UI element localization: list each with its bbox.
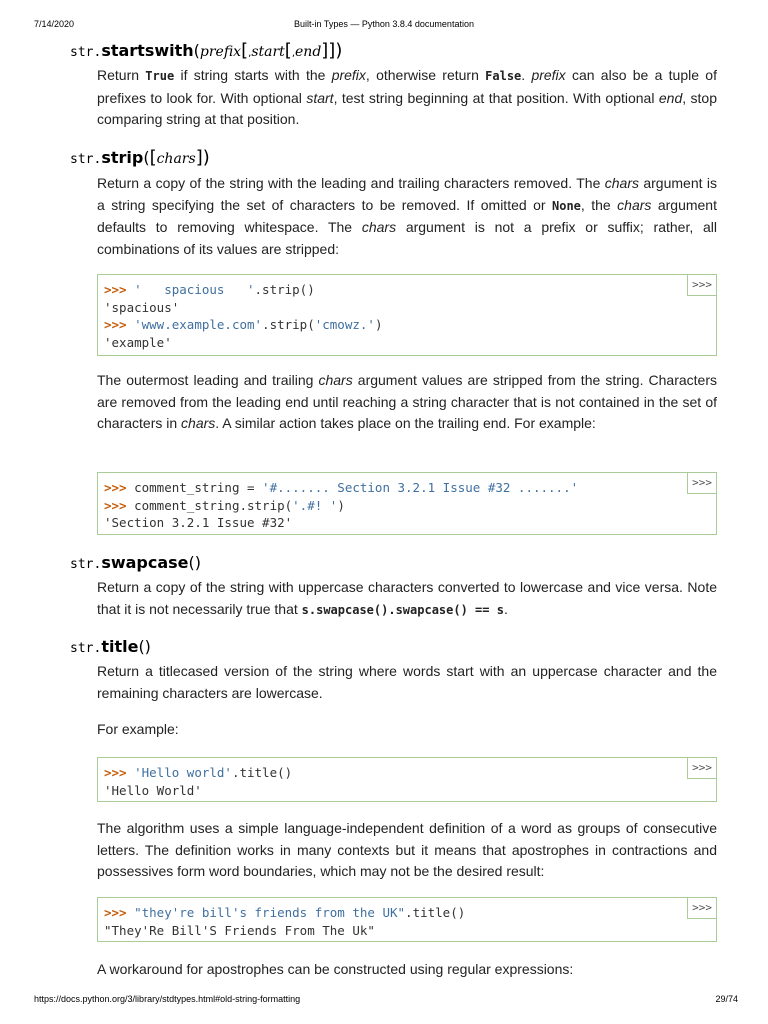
strip-outermost-description: The outermost leading and trailing chars argument values are stripped from the string. Characters are removed from the leading end until reaching a string character that is not contained in the set of characters in chars. A similar action takes place on the trailing end. For example:	[97, 372, 717, 431]
copy-prompt-toggle-button[interactable]: >>>	[687, 898, 716, 919]
title-algorithm-description: The algorithm uses a simple language-independent definition of a word as groups of consecutive letters. The definition works in many contexts but it means that apostrophes in contractions and possessives form word boundaries, which may not be the desired result:	[97, 820, 717, 879]
open-paren: (	[193, 41, 200, 60]
code-example-title: >>> >>> 'Hello world'.title() 'Hello World'	[97, 757, 717, 802]
copy-prompt-toggle-button[interactable]: >>>	[687, 473, 716, 494]
comma: ,	[291, 48, 296, 59]
comma: ,	[248, 48, 252, 59]
bracket: [	[149, 147, 157, 168]
arg-chars: chars	[156, 151, 196, 167]
close-brackets: ])	[195, 147, 210, 168]
class-prefix: str.	[70, 641, 102, 656]
title-example-intro: For example:	[97, 721, 179, 737]
close-brackets: ]])	[321, 40, 343, 61]
code-example-title-apostrophes: >>> >>> "they're bill's friends from the UK".title() "They'Re Bill'S Friends From The Uk"	[97, 897, 717, 942]
parens: ()	[188, 553, 202, 572]
parens: ()	[138, 637, 151, 656]
print-date: 7/14/2020	[34, 19, 75, 29]
class-prefix: str.	[70, 557, 102, 572]
page-url[interactable]: https://docs.python.org/3/library/stdtypes.html#old-string-formatting	[34, 994, 301, 1004]
method-name: strip	[101, 148, 144, 167]
startswith-description: Return True if string starts with the prefix, otherwise return False. prefix can also be a tuple of prefixes to look for. With optional start, test string beginning at that position. With optional end, stop comparing string at that position.	[97, 67, 717, 127]
arg-end: end	[295, 44, 322, 60]
class-prefix: str.	[70, 152, 102, 167]
title-workaround-text: A workaround for apostrophes can be constructed using regular expressions:	[97, 961, 574, 977]
code-example-strip-comment: >>> >>> comment_string = '#....... Section 3.2.1 Issue #32 .......' >>> comment_string.strip('.#! ') 'Section 3.2.1 Issue #32'	[97, 472, 717, 535]
strip-description: Return a copy of the string with the leading and trailing characters removed. The chars argument is a string specifying the set of characters to be removed. If omitted or None, the chars argument defaults to removing whitespace. The chars argument is not a prefix or suffix; rather, all combinations of its values are stripped:	[97, 175, 718, 257]
swapcase-description: Return a copy of the string with uppercase characters converted to lowercase and vice versa. Note that it is not necessarily true that s.swapcase().swapcase() == s.	[97, 579, 717, 617]
arg-prefix: prefix	[199, 44, 242, 60]
bracket: [	[241, 40, 249, 61]
title-description: Return a titlecased version of the string where words start with an uppercase character and the remaining characters are lowercase.	[97, 663, 717, 701]
bracket: [	[284, 40, 292, 61]
page-title: Built-in Types — Python 3.8.4 documentation	[294, 19, 474, 29]
inline-code: None	[552, 198, 581, 213]
copy-prompt-toggle-button[interactable]: >>>	[687, 758, 716, 779]
open-paren: (	[143, 148, 150, 167]
method-name: startswith	[101, 41, 194, 60]
inline-code: s.swapcase().swapcase() == s	[301, 602, 504, 617]
title-signature[interactable]	[70, 637, 151, 656]
class-prefix: str.	[70, 45, 102, 60]
copy-prompt-toggle-button[interactable]: >>>	[687, 275, 716, 296]
page-number: 29/74	[715, 994, 738, 1004]
method-name: swapcase	[101, 553, 189, 572]
startswith-signature[interactable]	[70, 40, 342, 61]
arg-start: start	[251, 44, 285, 60]
swapcase-signature[interactable]	[70, 553, 201, 572]
inline-code: True	[145, 69, 175, 83]
strip-signature[interactable]	[70, 147, 210, 168]
method-name: title	[101, 637, 139, 656]
code-example-strip: >>> >>> ' spacious '.strip() 'spacious' >>> 'www.example.com'.strip('cmowz.') 'example'	[97, 274, 717, 356]
inline-code: False	[485, 69, 522, 83]
